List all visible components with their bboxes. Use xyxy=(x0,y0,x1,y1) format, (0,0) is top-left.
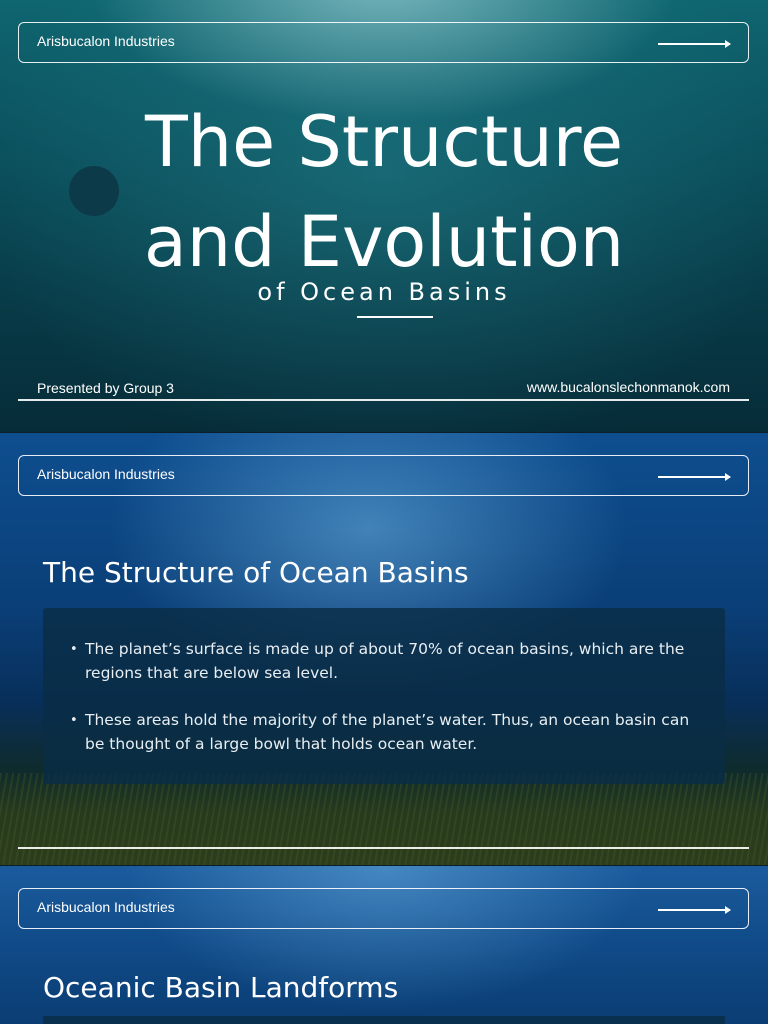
footer-divider xyxy=(18,399,749,401)
slide-structure xyxy=(0,433,768,865)
slide-subtitle: of Ocean Basins xyxy=(257,278,511,306)
title-line-1: The Structure xyxy=(144,101,624,183)
slide-header xyxy=(18,455,749,496)
brand-name: Arisbucalon Industries xyxy=(37,899,175,915)
slide-title xyxy=(0,0,768,432)
content-panel xyxy=(43,608,725,784)
slide-heading: The Structure of Ocean Basins xyxy=(43,556,469,589)
bullet-item: • The planet’s surface is made up of about 70% of ocean basins, which are the regions that are below sea level. xyxy=(70,638,710,685)
slide-heading: Oceanic Basin Landforms xyxy=(43,971,399,1004)
title-divider xyxy=(357,316,433,318)
slide-header xyxy=(18,888,749,929)
content-panel xyxy=(43,1016,725,1024)
brand-name: Arisbucalon Industries xyxy=(37,466,175,482)
title-line-2: and Evolution xyxy=(143,201,625,283)
slide-header xyxy=(18,22,749,63)
website-link[interactable]: www.bucalonslechonmanok.com xyxy=(526,379,730,395)
footer-divider xyxy=(18,847,749,849)
brand-name: Arisbucalon Industries xyxy=(37,33,175,49)
arrow-right-icon[interactable] xyxy=(658,43,730,45)
slide-landforms xyxy=(0,866,768,1024)
seagrass-background xyxy=(0,773,768,865)
presenter-label: Presented by Group 3 xyxy=(37,380,174,396)
bullet-item: • These areas hold the majority of the planet’s water. Thus, an ocean basin can be thought of a large bowl that holds ocean water. xyxy=(70,709,710,756)
arrow-right-icon[interactable] xyxy=(658,909,730,911)
slide-title-text xyxy=(0,92,768,292)
arrow-right-icon[interactable] xyxy=(658,476,730,478)
